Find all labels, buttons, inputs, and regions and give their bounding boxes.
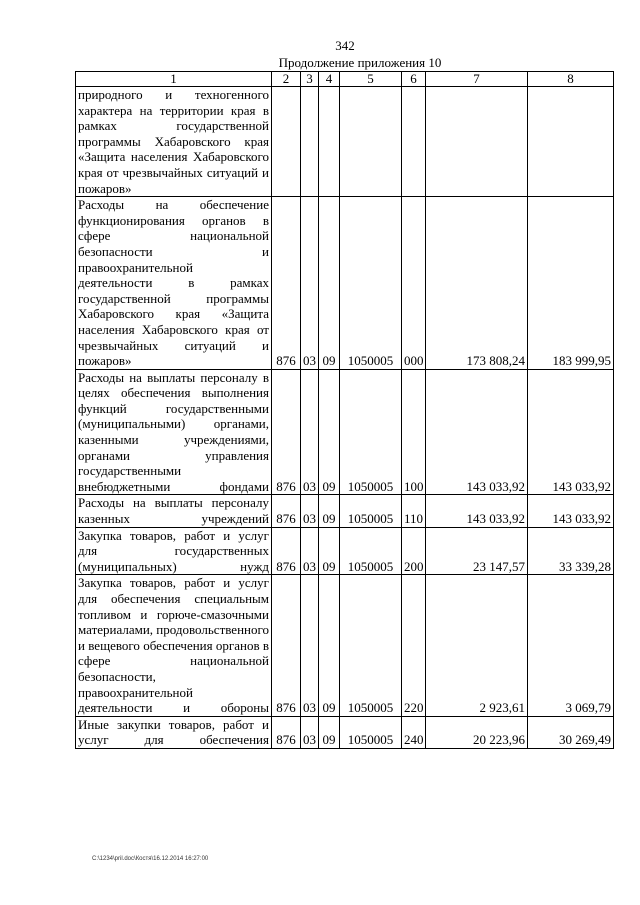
column-header: 7 (426, 72, 528, 87)
expense-name-cell (76, 87, 272, 197)
expense-name-text: Закупка товаров, работ и услуг для обеспечения специальным топливом и горюче-смазочными материалами, продовольственного и вещевого обеспечения органов в сфере национальной безопасности, правоохранительной деятельности и обороны (78, 575, 270, 716)
target-item-cell: 1050005 (340, 495, 402, 527)
expense-name-text: Расходы на обеспечение функционирования органов в сфере национальной безопасности и правоохранительной деятельности в рамках государственной программы Хабаровского края «Защита населения Хабаровского края от чрезвычайных ситуаций и пожаров» (78, 197, 269, 369)
table-row (76, 716, 614, 748)
amount-2016-cell: 33 339,28 (528, 527, 614, 575)
expense-name-cell (76, 527, 272, 575)
ministry-code-cell: 876 (272, 369, 301, 495)
target-item-cell: 1050005 (340, 369, 402, 495)
subsection-code-cell: 09 (319, 716, 340, 748)
amount-2015-cell: 173 808,24 (426, 197, 528, 370)
target-item-cell: 1050005 (340, 197, 402, 370)
column-header: 5 (340, 72, 402, 87)
ministry-code-cell: 876 (272, 495, 301, 527)
subsection-code-cell: 09 (319, 495, 340, 527)
section-code-cell: 03 (301, 197, 319, 370)
table-row (76, 527, 614, 575)
column-header: 3 (301, 72, 319, 87)
expense-name-cell (76, 369, 272, 495)
section-code-cell: 03 (301, 575, 319, 716)
table-row (76, 575, 614, 716)
amount-2016-cell: 183 999,95 (528, 197, 614, 370)
subsection-code-cell: 09 (319, 575, 340, 716)
section-code-cell: 03 (301, 369, 319, 495)
amount-2016-cell: 143 033,92 (528, 369, 614, 495)
expense-name-cell (76, 495, 272, 527)
expense-type-cell: 240 (402, 716, 426, 748)
amount-2016-cell: 143 033,92 (528, 495, 614, 527)
expense-name-cell (76, 197, 272, 370)
expense-type-cell: 000 (402, 197, 426, 370)
file-path-footer: C:\1234\pril.doc\Костя\16.12.2014 16:27:00 (92, 856, 209, 862)
subsection-code-cell: 09 (319, 527, 340, 575)
ministry-code-cell (272, 87, 301, 197)
amount-2016-cell (528, 87, 614, 197)
column-header: 8 (528, 72, 614, 87)
expense-type-cell: 200 (402, 527, 426, 575)
ministry-code-cell: 876 (272, 527, 301, 575)
expense-name-text: Расходы на выплаты персоналу в целях обеспечения выполнения функций государственными (муниципальными) органами, казенными учреждениями, органами управления государственными внебюджетными фондами (78, 369, 269, 494)
column-header: 4 (319, 72, 340, 87)
target-item-cell: 1050005 (340, 716, 402, 748)
expense-name-text: Закупка товаров, работ и услуг для государственных (муниципальных) нужд (78, 527, 269, 574)
column-header: 2 (272, 72, 301, 87)
ministry-code-cell: 876 (272, 716, 301, 748)
amount-2015-cell: 23 147,57 (426, 527, 528, 575)
amount-2016-cell: 3 069,79 (528, 575, 614, 716)
expense-name-text: Расходы на выплаты персоналу казенных учреждений (78, 495, 269, 527)
amount-2015-cell: 20 223,96 (426, 716, 528, 748)
expense-name-text: Иные закупки товаров, работ и услуг для обеспечения (78, 716, 269, 748)
ministry-code-cell: 876 (272, 575, 301, 716)
table-row (76, 495, 614, 527)
expense-name-cell (76, 716, 272, 748)
expense-name-text: природного и техногенного характера на территории края в рамках государственной программы Хабаровского края «Защита населения Хабаровского края от чрезвычайных ситуаций и пожаров» (78, 87, 269, 196)
table-row (76, 197, 614, 370)
section-code-cell: 03 (301, 495, 319, 527)
section-code-cell: 03 (301, 716, 319, 748)
subsection-code-cell: 09 (319, 369, 340, 495)
page-number: 342 (335, 38, 355, 53)
expense-type-cell (402, 87, 426, 197)
target-item-cell: 1050005 (340, 527, 402, 575)
target-item-cell (340, 87, 402, 197)
expense-type-cell: 100 (402, 369, 426, 495)
table-row (76, 369, 614, 495)
column-header: 6 (402, 72, 426, 87)
table-header-row (76, 72, 614, 87)
amount-2015-cell (426, 87, 528, 197)
section-code-cell: 03 (301, 527, 319, 575)
appendix-continuation-title: Продолжение приложения 10 (278, 55, 442, 70)
expense-name-cell (76, 575, 272, 716)
expense-type-cell: 220 (402, 575, 426, 716)
amount-2015-cell: 143 033,92 (426, 495, 528, 527)
budget-table (75, 71, 614, 749)
section-code-cell (301, 87, 319, 197)
amount-2015-cell: 143 033,92 (426, 369, 528, 495)
subsection-code-cell (319, 87, 340, 197)
amount-2015-cell: 2 923,61 (426, 575, 528, 716)
amount-2016-cell: 30 269,49 (528, 716, 614, 748)
expense-type-cell: 110 (402, 495, 426, 527)
table-row (76, 87, 614, 197)
ministry-code-cell: 876 (272, 197, 301, 370)
column-header: 1 (76, 72, 272, 87)
target-item-cell: 1050005 (340, 575, 402, 716)
subsection-code-cell: 09 (319, 197, 340, 370)
